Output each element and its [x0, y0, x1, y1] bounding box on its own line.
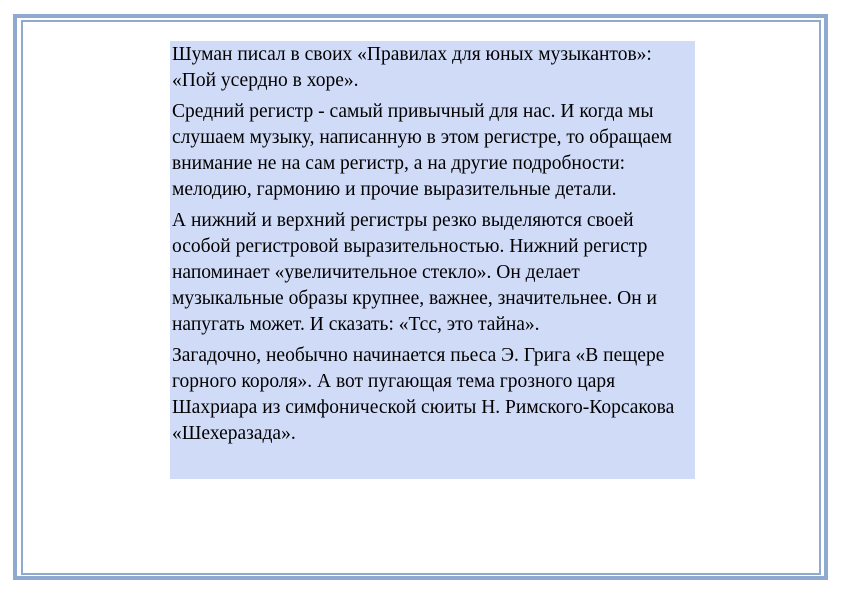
- paragraph-middle-register: Средний регистр - самый привычный для нас. И когда мы слушаем музыку, написанную в этом регистре, то обращаем внимание не на сам регистр, а на другие подробности: мелодию, гармонию и прочие выразительные детали.: [172, 101, 672, 200]
- paragraph-low-high-registers: А нижний и верхний регистры резко выделяются своей особой регистровой выразительностью. Нижний регистр напоминает «увеличительное стекло». Он делает музыкальные образы крупнее, важнее, значительнее. Он и напугать может. И сказать: «Тсс, это тайна».: [172, 210, 657, 335]
- text-block: [170, 41, 695, 479]
- paragraph-grieg-rimsky-korsakov: Загадочно, необычно начинается пьеса Э. Грига «В пещере горного короля». А вот пугающая тема грозного царя Шахриара из симфонической сюиты Н. Римского-Корсакова «Шехеразада».: [172, 345, 675, 444]
- paragraph-schumann-quote: Шуман писал в своих «Правилах для юных музыкантов»: «Пой усердно в хоре».: [172, 44, 652, 91]
